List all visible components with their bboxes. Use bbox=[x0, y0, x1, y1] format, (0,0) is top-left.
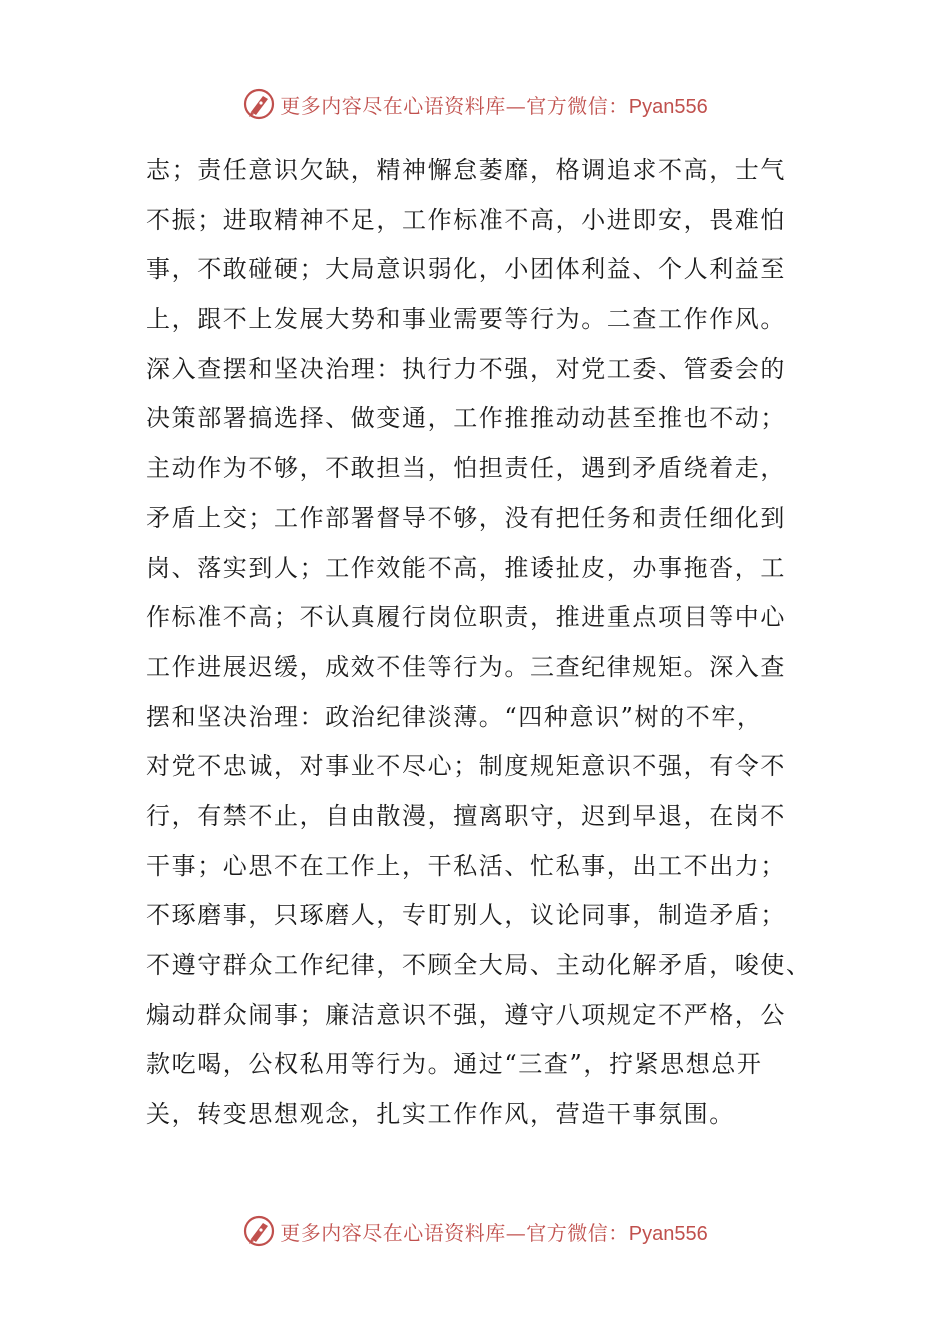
text-line: 志；责任意识欠缺，精神懈怠萎靡，格调追求不高，士气 bbox=[146, 156, 786, 184]
text-line: 行，有禁不止，自由散漫，擅离职守，迟到早退，在岗不 bbox=[146, 801, 786, 830]
text-line: 事，不敢碰硬；大局意识弱化，小团体利益、个人利益至 bbox=[146, 255, 786, 284]
text-line: 煽动群众闹事；廉洁意识不强，遵守八项规定不严格，公 bbox=[146, 1000, 786, 1029]
text-line: 干事；心思不在工作上，干私活、忙私事，出工不出力； bbox=[146, 851, 786, 880]
text-line: 深入查摆和坚决治理：执行力不强，对党工委、管委会的 bbox=[146, 354, 786, 383]
text-line: 不琢磨事，只琢磨人，专盯别人，议论同事，制造矛盾； bbox=[146, 901, 786, 930]
text-line: 岗、落实到人；工作效能不高，推诿扯皮，办事拖沓，工 bbox=[146, 553, 786, 582]
text-line: 矛盾上交；工作部署督导不够，没有把任务和责任细化到 bbox=[146, 503, 786, 532]
text-line: 对党不忠诚，对事业不尽心；制度规矩意识不强，有令不 bbox=[146, 752, 786, 781]
text-line: 不振；进取精神不足，工作标准不高，小进即安，畏难怕 bbox=[146, 205, 786, 234]
text-line: 决策部署搞选择、做变通，工作推推动动甚至推也不动； bbox=[146, 404, 786, 433]
pen-nib-logo-icon bbox=[242, 1214, 276, 1248]
text-line: 摆和坚决治理：政治纪律淡薄。“四种意识”树的不牢， bbox=[146, 702, 763, 731]
wechat-handle: Pyan556 bbox=[628, 95, 708, 118]
footer-banner bbox=[0, 1211, 950, 1251]
document-body bbox=[146, 146, 812, 1140]
text-line: 上，跟不上发展大势和事业需要等行为。二查工作作风。 bbox=[146, 305, 786, 334]
text-line: 工作进展迟缓，成效不佳等行为。三查纪律规矩。深入查 bbox=[146, 652, 786, 681]
text-line: 款吃喝，公权私用等行为。通过“三查”，拧紧思想总开 bbox=[146, 1050, 763, 1079]
text-line: 作标准不高；不认真履行岗位职责，推进重点项目等中心 bbox=[146, 603, 786, 632]
text-line: 不遵守群众工作纪律，不顾全大局、主动化解矛盾，唆使、 bbox=[146, 951, 812, 979]
footer-banner-text: 更多内容尽在心语资料库—官方微信：Pyan556 bbox=[280, 1220, 708, 1245]
text-line: 关，转变思想观念，扎实工作作风，营造干事氛围。 bbox=[146, 1100, 735, 1129]
text-line: 主动作为不够，不敢担当，怕担责任，遇到矛盾绕着走， bbox=[146, 454, 786, 483]
header-banner-text: 更多内容尽在心语资料库—官方微信：Pyan556 bbox=[280, 93, 708, 118]
pen-nib-logo-icon bbox=[242, 87, 276, 121]
wechat-handle: Pyan556 bbox=[628, 1222, 708, 1245]
header-banner bbox=[0, 84, 950, 124]
